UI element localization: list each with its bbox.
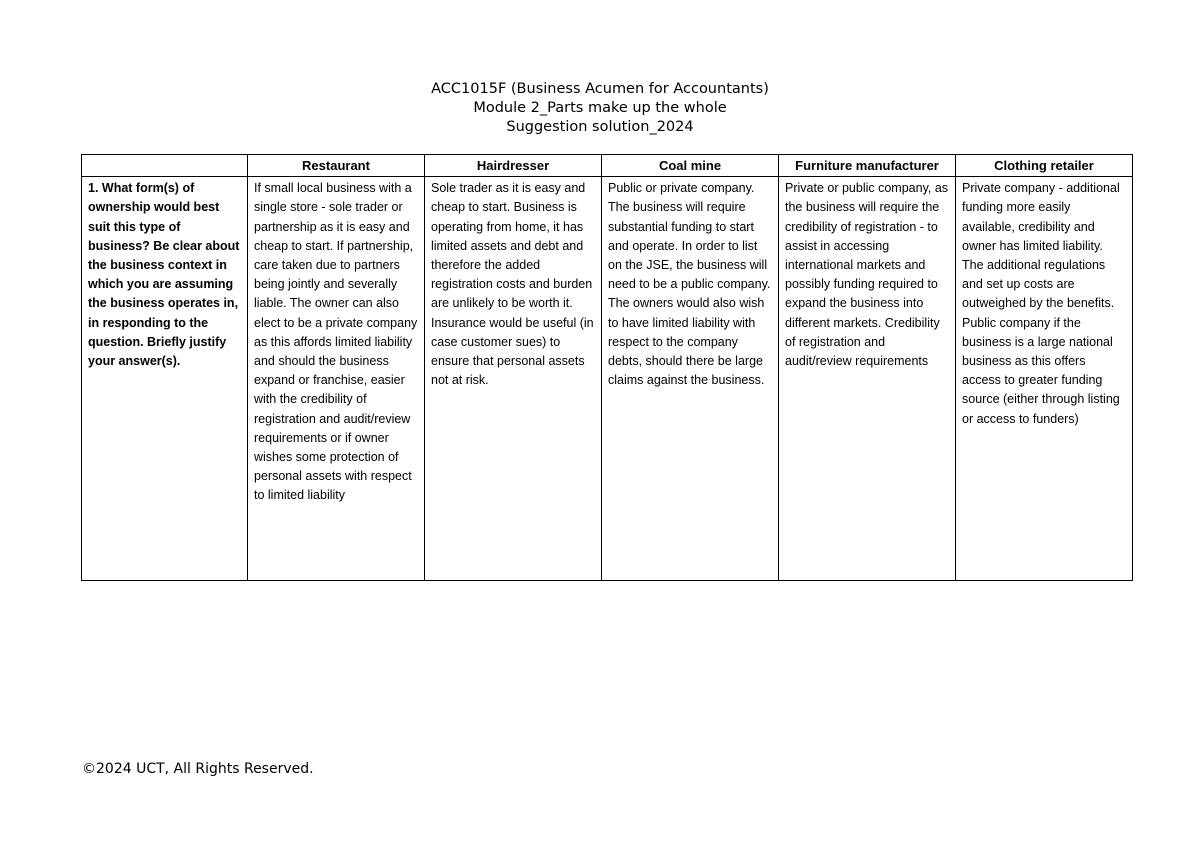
course-title: ACC1015F (Business Acumen for Accountants) <box>431 81 769 97</box>
question-cell: 1. What form(s) of ownership would best suit this type of business? Be clear about the business context in which you are assuming the business operates in, in responding to the question. Briefly justify your answer(s). <box>82 177 248 581</box>
answer-coal-mine: Public or private company. The business will require substantial funding to start and operate. In order to list on the JSE, the business will need to be a public company. The owners would also wish to have limited liability with respect to the company debts, should there be large claims against the business. <box>602 177 779 581</box>
header-coal-mine: Coal mine <box>602 155 779 177</box>
answer-restaurant: If small local business with a single store - sole trader or partnership as it is easy and cheap to start. If partnership, care taken due to partners being jointly and severally liable. The owner can also elect to be a private company as this affords limited liability and should the business expand or franchise, easier with the credibility of registration and audit/review requirements or if owner wishes some protection of personal assets with respect to limited liability <box>248 177 425 581</box>
header-furniture-manufacturer: Furniture manufacturer <box>779 155 956 177</box>
solution-title: Suggestion solution_2024 <box>506 119 694 135</box>
header-clothing-retailer: Clothing retailer <box>956 155 1133 177</box>
table-header-row <box>82 155 1133 177</box>
ownership-table <box>81 154 1133 581</box>
module-title: Module 2_Parts make up the whole <box>473 100 727 116</box>
answer-furniture-manufacturer: Private or public company, as the business will require the credibility of registration - to assist in accessing international markets and possibly funding required to expand the business into different markets. Credibility of registration and audit/review requirements <box>779 177 956 581</box>
copyright-footer: ©2024 UCT, All Rights Reserved. <box>82 761 314 777</box>
header-blank <box>82 155 248 177</box>
answer-hairdresser: Sole trader as it is easy and cheap to start. Business is operating from home, it has limited assets and debt and therefore the added registration costs and burden are unlikely to be worth it. Insurance would be useful (in case customer sues) to ensure that personal assets not at risk. <box>425 177 602 581</box>
header-restaurant: Restaurant <box>248 155 425 177</box>
table-row <box>82 177 1133 581</box>
answer-clothing-retailer: Private company - additional funding more easily available, credibility and owner has limited liability. The additional regulations and set up costs are outweighed by the benefits. Public company if the business is a large national business as this offers access to greater funding source (either through listing or access to funders) <box>956 177 1133 581</box>
header-hairdresser: Hairdresser <box>425 155 602 177</box>
document-title-block <box>0 80 1200 137</box>
